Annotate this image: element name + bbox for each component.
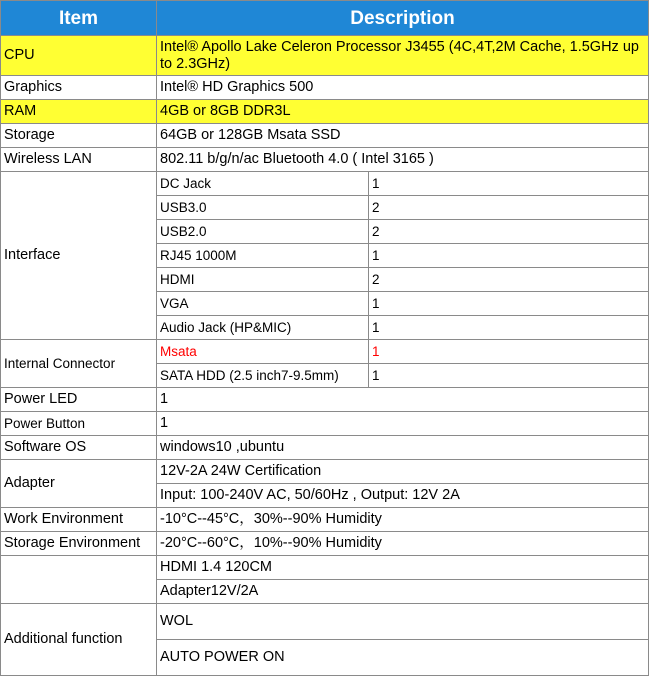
value-work-env: -10°C--45°C，30%--90% Humidity bbox=[157, 508, 649, 532]
header-description: Description bbox=[157, 1, 649, 36]
interface-name: Audio Jack (HP&MIC) bbox=[157, 316, 369, 340]
row-graphics bbox=[1, 76, 649, 100]
internal-name: Msata bbox=[157, 340, 369, 364]
label-interface: Interface bbox=[1, 172, 157, 340]
value-wireless: 802.11 b/g/n/ac Bluetooth 4.0 ( Intel 3165 ) bbox=[157, 148, 649, 172]
internal-name: SATA HDD (2.5 inch7-9.5mm) bbox=[157, 364, 369, 388]
interface-name: USB2.0 bbox=[157, 220, 369, 244]
label-wireless: Wireless LAN bbox=[1, 148, 157, 172]
value-storage-env: -20°C--60°C，10%--90% Humidity bbox=[157, 532, 649, 556]
value-graphics: Intel® HD Graphics 500 bbox=[157, 76, 649, 100]
row-os bbox=[1, 436, 649, 460]
value-ram: 4GB or 8GB DDR3L bbox=[157, 100, 649, 124]
interface-name: DC Jack bbox=[157, 172, 369, 196]
label-graphics: Graphics bbox=[1, 76, 157, 100]
label-storage-env: Storage Environment bbox=[1, 532, 157, 556]
value-accessories: HDMI 1.4 120CM bbox=[157, 556, 649, 580]
value-storage: 64GB or 128GB Msata SSD bbox=[157, 124, 649, 148]
row-power-led bbox=[1, 388, 649, 412]
value-os: windows10 ,ubuntu bbox=[157, 436, 649, 460]
internal-qty: 1 bbox=[369, 364, 649, 388]
interface-qty: 1 bbox=[369, 172, 649, 196]
interface-name: VGA bbox=[157, 292, 369, 316]
row-interface bbox=[1, 172, 649, 196]
value-additional: WOL bbox=[157, 604, 649, 640]
label-accessories bbox=[1, 556, 157, 604]
label-internal-connector: Internal Connector bbox=[1, 340, 157, 388]
row-wireless bbox=[1, 148, 649, 172]
row-work-env bbox=[1, 508, 649, 532]
value-additional: AUTO POWER ON bbox=[157, 640, 649, 676]
interface-qty: 2 bbox=[369, 196, 649, 220]
label-power-led: Power LED bbox=[1, 388, 157, 412]
label-adapter: Adapter bbox=[1, 460, 157, 508]
interface-qty: 1 bbox=[369, 244, 649, 268]
row-adapter bbox=[1, 460, 649, 484]
value-power-led: 1 bbox=[157, 388, 649, 412]
header-row bbox=[1, 1, 649, 36]
header-item: Item bbox=[1, 1, 157, 36]
interface-name: HDMI bbox=[157, 268, 369, 292]
label-ram: RAM bbox=[1, 100, 157, 124]
interface-qty: 2 bbox=[369, 220, 649, 244]
interface-name: USB3.0 bbox=[157, 196, 369, 220]
row-storage-env bbox=[1, 532, 649, 556]
interface-qty: 1 bbox=[369, 316, 649, 340]
value-power-button: 1 bbox=[157, 412, 649, 436]
row-internal bbox=[1, 340, 649, 364]
row-accessories bbox=[1, 556, 649, 580]
label-os: Software OS bbox=[1, 436, 157, 460]
label-cpu: CPU bbox=[1, 36, 157, 76]
label-work-env: Work Environment bbox=[1, 508, 157, 532]
label-storage: Storage bbox=[1, 124, 157, 148]
internal-qty: 1 bbox=[369, 340, 649, 364]
row-power-button bbox=[1, 412, 649, 436]
row-ram bbox=[1, 100, 649, 124]
row-storage bbox=[1, 124, 649, 148]
value-cpu: Intel® Apollo Lake Celeron Processor J3455 (4C,4T,2M Cache, 1.5GHz up to 2.3GHz) bbox=[157, 36, 649, 76]
interface-qty: 1 bbox=[369, 292, 649, 316]
interface-qty: 2 bbox=[369, 268, 649, 292]
row-additional bbox=[1, 604, 649, 640]
interface-name: RJ45 1000M bbox=[157, 244, 369, 268]
row-cpu bbox=[1, 36, 649, 76]
label-power-button: Power Button bbox=[1, 412, 157, 436]
value-accessories: Adapter12V/2A bbox=[157, 580, 649, 604]
value-adapter: 12V-2A 24W Certification bbox=[157, 460, 649, 484]
value-adapter: Input: 100-240V AC, 50/60Hz , Output: 12V 2A bbox=[157, 484, 649, 508]
label-additional: Additional function bbox=[1, 604, 157, 676]
